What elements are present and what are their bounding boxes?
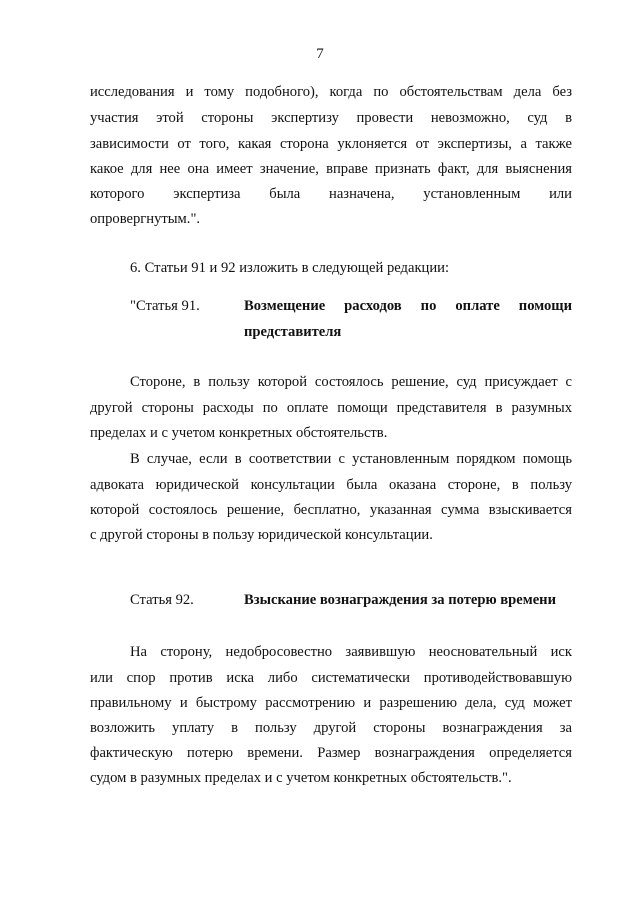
- text-line: исследования и тому подобного), когда по обстоятельствам дела без: [90, 84, 572, 100]
- text-line: опровергнутым.".: [90, 211, 201, 227]
- text-line: какое для нее она имеет значение, вправе признать факт, для выяснения: [90, 161, 572, 177]
- article-91-heading-line-1: Возмещение расходов по оплате помощи: [244, 298, 572, 314]
- text-line: фактическую потерю времени. Размер вознаграждения определяется: [90, 745, 572, 761]
- page-number: 7: [316, 46, 324, 62]
- item-6-text: 6. Статьи 91 и 92 изложить в следующей редакции:: [130, 260, 450, 276]
- text-line: которой состоялось решение, бесплатно, указанная сумма взыскивается: [90, 502, 572, 518]
- article-91-label: "Статья 91.: [130, 298, 200, 314]
- text-line: В случае, если в соответствии с установленным порядком помощь: [130, 451, 572, 467]
- text-line: судом в разумных пределах и с учетом конкретных обстоятельств.".: [90, 770, 512, 786]
- text-line: участия этой стороны экспертизу провести невозможно, суд в: [90, 110, 572, 126]
- text-line: возложить уплату в пользу другой стороны вознаграждения за: [90, 720, 572, 736]
- article-92-heading: Взыскание вознаграждения за потерю времени: [244, 592, 556, 608]
- text-line: с другой стороны в пользу юридической консультации.: [90, 527, 433, 543]
- article-92-label: Статья 92.: [130, 592, 194, 608]
- text-line: которого экспертиза была назначена, установленным или: [90, 186, 572, 202]
- text-line: Стороне, в пользу которой состоялось решение, суд присуждает с: [130, 374, 572, 390]
- text-line: пределах и с учетом конкретных обстоятельств.: [90, 425, 388, 441]
- text-line: правильному и быстрому рассмотрению и разрешению дела, суд может: [90, 695, 572, 711]
- text-line: или спор против иска либо систематически противодействовавшую: [90, 670, 572, 686]
- text-line: другой стороны расходы по оплате помощи представителя в разумных: [90, 400, 572, 416]
- article-91-heading-line-2: представителя: [244, 324, 342, 340]
- text-line: На сторону, недобросовестно заявившую неосновательный иск: [130, 644, 572, 660]
- text-line: зависимости от того, какая сторона уклоняется от экспертизы, а также: [90, 136, 572, 152]
- text-line: адвоката юридической консультации была оказана стороне, в пользу: [90, 477, 572, 493]
